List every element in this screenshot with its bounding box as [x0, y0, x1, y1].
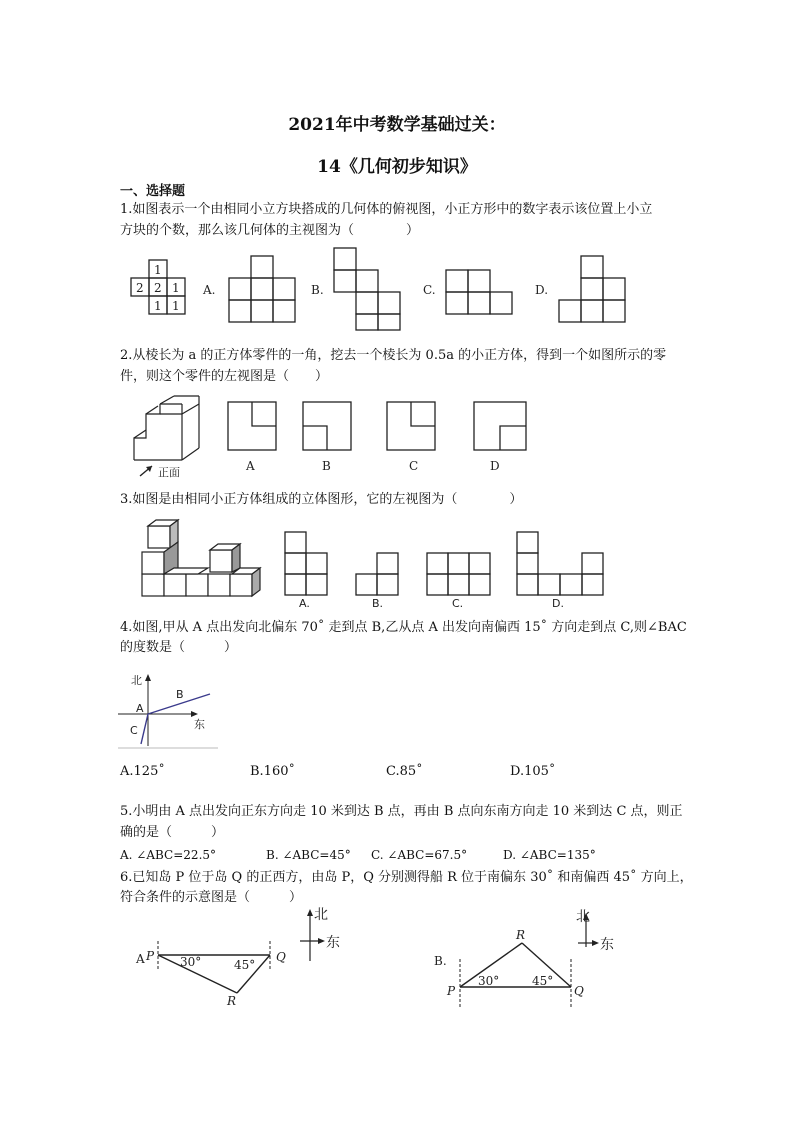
- q6-figure-b: [434, 909, 614, 1007]
- q4-east-label: 东: [194, 718, 205, 731]
- q1-option-a-figure: [229, 256, 295, 322]
- q6b-p: P: [447, 984, 456, 998]
- q5-choice-b: B. ∠ABC=45°: [266, 848, 351, 862]
- q4-choice-b: B.160˚: [250, 764, 295, 779]
- q1-option-d-label: D.: [535, 283, 549, 297]
- q4-north-label: 北: [131, 674, 142, 687]
- q3-option-a-figure: [285, 532, 327, 595]
- q6a-option: A: [136, 952, 145, 966]
- q2-option-a-figure: [228, 402, 276, 450]
- q2-option-d-label: D: [490, 459, 500, 473]
- ray-ac: [141, 714, 148, 744]
- q1-top-cell: 1: [154, 299, 162, 313]
- q1-option-c-label: C.: [423, 283, 436, 297]
- q2-option-b-label: B: [322, 459, 331, 473]
- q3-figures: [0, 516, 794, 616]
- q5-choice-a: A. ∠ABC=22.5°: [120, 848, 217, 862]
- q4-point-a: A: [136, 702, 144, 715]
- q4-text-line1: 4.如图,甲从 A 点出发向北偏东 70˚ 走到点 B,乙从点 A 出发向南偏西 15˚ 方向走到点 C,则∠BAC: [120, 620, 687, 635]
- q3-option-b-label: B.: [372, 597, 384, 610]
- q6-text-line1: 6.已知岛 P 位于岛 Q 的正西方，由岛 P，Q 分别测得船 R 位于南偏东 30˚ 和南偏西 45˚ 方向上，: [120, 870, 693, 885]
- q6a-angle-30: 30°: [180, 955, 202, 969]
- q3-option-a-label: A.: [299, 597, 310, 610]
- page-title: 2021年中考数学基础过关：: [288, 115, 506, 135]
- q1-figures: [0, 248, 794, 338]
- q4-text-line2: 的度数是（ ）: [120, 640, 238, 655]
- page-subtitle: 14《几何初步知识》: [317, 157, 477, 177]
- q1-option-c-figure: [446, 270, 512, 314]
- q1-option-a-label: A.: [203, 283, 216, 297]
- q6b-r: R: [516, 928, 526, 942]
- q3-option-c-figure: [427, 553, 490, 595]
- q6-figures: [0, 903, 794, 1013]
- q2-text-line2: 件，则这个零件的左视图是（ ）: [120, 369, 329, 384]
- q6a-north: 北: [314, 907, 328, 923]
- q6a-angle-45: 45°: [234, 958, 256, 972]
- q1-top-cell: 1: [154, 263, 162, 277]
- q1-option-d-figure: [559, 256, 625, 322]
- q4-choice-d: D.105˚: [510, 764, 556, 779]
- q6b-q: Q: [574, 984, 584, 998]
- q1-top-cell: 1: [172, 299, 180, 313]
- q2-front-label: 正面: [158, 466, 180, 479]
- q3-text-line1: 3.如图是由相同小正方体组成的立体图形，它的左视图为（ ）: [120, 492, 523, 507]
- q6a-p: P: [146, 949, 155, 963]
- q5-choice-c: C. ∠ABC=67.5°: [371, 848, 468, 862]
- section-heading: 一、选择题: [120, 184, 186, 199]
- q1-top-cell: 1: [172, 281, 180, 295]
- q1-option-b-label: B.: [311, 283, 324, 297]
- q6b-angle-30: 30°: [478, 974, 500, 988]
- q1-top-cell: 2: [136, 281, 144, 295]
- east-arrow: [191, 711, 198, 717]
- q3-option-c-label: C.: [452, 597, 464, 610]
- q6a-r: R: [227, 994, 237, 1008]
- q5-choice-d: D. ∠ABC=135°: [503, 848, 596, 862]
- q6b-angle-45: 45°: [532, 974, 554, 988]
- q2-text-line1: 2.从棱长为 a 的正方体零件的一角，挖去一个棱长为 0.5a 的小正方体，得到一个如图所示的零: [120, 348, 667, 363]
- q5-text-line1: 5.小明由 A 点出发向正东方向走 10 米到达 B 点，再由 B 点向东南方向走 10 米到达 C 点，则正: [120, 804, 683, 819]
- q6-figure-a: [135, 907, 340, 1008]
- q2-option-d-figure: [474, 402, 526, 450]
- q3-option-b-figure: [356, 553, 398, 595]
- q1-option-b-figure: [334, 248, 400, 330]
- q4-choice-c: C.85˚: [386, 764, 423, 779]
- q2-option-c-label: C: [409, 459, 419, 473]
- q4-choice-a: A.125˚: [120, 764, 165, 779]
- q6b-option: B.: [434, 954, 447, 968]
- q6a-east: 东: [326, 935, 340, 951]
- q3-option-d-label: D.: [552, 597, 564, 610]
- q3-solid-figure: [142, 520, 260, 596]
- q2-option-b-figure: [303, 402, 351, 450]
- q1-text-line1: 1.如图表示一个由相同小立方块搭成的几何体的俯视图，小正方形中的数字表示该位置上小立: [120, 202, 653, 217]
- q3-option-d-figure: [517, 532, 603, 595]
- q2-option-a-label: A: [246, 459, 255, 473]
- q5-text-line2: 确的是（ ）: [120, 825, 225, 840]
- q6b-north: 北: [576, 909, 590, 925]
- q4-point-b: B: [176, 688, 184, 701]
- q1-text-line2: 方块的个数，那么该几何体的主视图为（ ）: [120, 223, 420, 238]
- q6-text-line2: 符合条件的示意图是（ ）: [120, 890, 303, 905]
- q2-option-c-figure: [387, 402, 435, 450]
- north-arrow: [145, 674, 151, 681]
- q1-top-cell: 2: [154, 281, 162, 295]
- q4-figure: [0, 666, 794, 756]
- q2-solid-figure: [134, 396, 199, 460]
- q6b-east: 东: [600, 937, 614, 953]
- q6a-q: Q: [276, 950, 286, 964]
- q2-figures: [0, 392, 794, 487]
- q4-point-c: C: [130, 724, 138, 737]
